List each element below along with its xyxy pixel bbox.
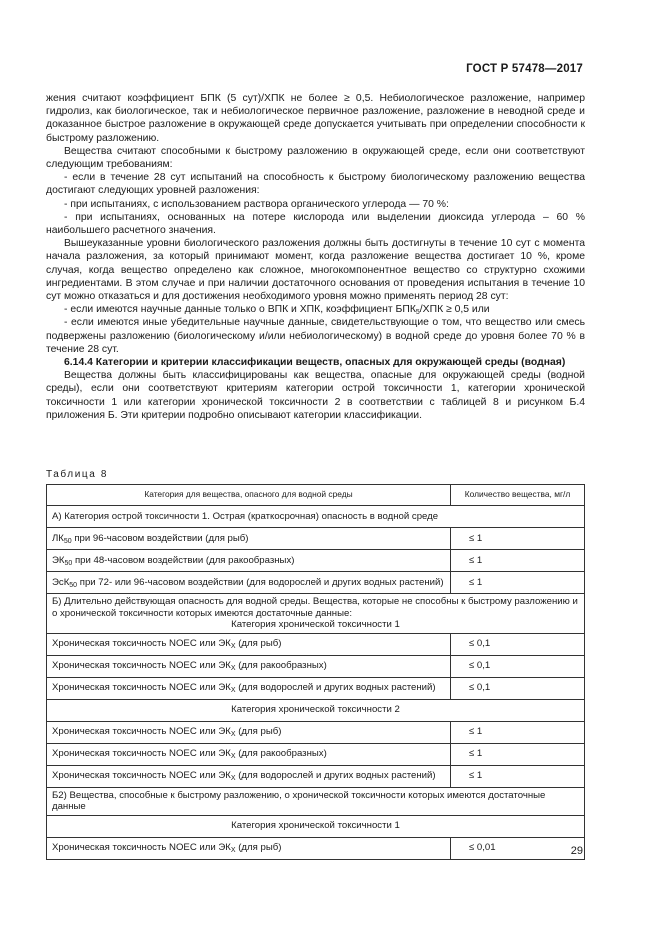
- subscript: X: [230, 643, 236, 651]
- text-run: Хроническая токсичность NOEC или ЭК: [52, 638, 231, 650]
- criterion-cell: [47, 677, 451, 699]
- category-row: [47, 815, 585, 837]
- value-cell: ≤ 1: [451, 743, 585, 765]
- table-row: [47, 837, 585, 859]
- text-run: при 96-часовом воздействии (для рыб): [71, 532, 249, 544]
- caption-word: Таблица: [46, 469, 97, 480]
- caption-number: 8: [100, 469, 107, 480]
- criterion-cell: [47, 572, 451, 594]
- page-number: 29: [570, 845, 583, 857]
- value-cell: ≤ 1: [451, 528, 585, 550]
- subscript: X: [230, 665, 236, 673]
- section-label: [47, 594, 585, 634]
- text-run: Хроническая токсичность NOEC или ЭК: [52, 726, 231, 738]
- text-run: (для рыб): [235, 638, 282, 650]
- paragraph: жения считают коэффициент БПК (5 сут)/ХПК не более ≥ 0,5. Небиологическое разложение, например гидролиз, как биологическое, так и небиологическое первичное разложение, разложение в неводной среде и доказанное быстрое разложение в окружающей среде допускается учитывать при определении способности к быстрому разложению.: [46, 93, 585, 144]
- criterion-cell: [47, 633, 451, 655]
- value-cell: ≤ 0,1: [451, 633, 585, 655]
- criterion-cell: [47, 743, 451, 765]
- section-row: [47, 594, 585, 634]
- category-label: Категория хронической токсичности 1: [231, 619, 400, 630]
- category-label: Категория хронической токсичности 1: [47, 815, 585, 837]
- column-header: Категория для вещества, опасного для водной среды: [47, 485, 451, 506]
- text-run: Хроническая токсичность NOEC или ЭК: [52, 842, 231, 854]
- section-label: А) Категория острой токсичности 1. Острая (краткосрочная) опасность в водной среде: [47, 506, 585, 528]
- table-header-row: [47, 485, 585, 506]
- subscript: 5: [415, 309, 420, 317]
- table-row: [47, 677, 585, 699]
- text-run: при 72- или 96-часовом воздействии (для водорослей и других водных растений): [77, 576, 444, 588]
- table-row: [47, 572, 585, 594]
- value-cell: ≤ 0,01: [451, 837, 585, 859]
- table-row: [47, 765, 585, 787]
- section-label: Б2) Вещества, способные к быстрому разложению, о хронической токсичности которых имеются достаточные данные: [47, 787, 585, 815]
- body-text: [46, 92, 585, 422]
- value-cell: ≤ 1: [451, 721, 585, 743]
- value-cell: ≤ 0,1: [451, 655, 585, 677]
- category-label: Категория хронической токсичности 2: [47, 699, 585, 721]
- text-run: (для рыб): [235, 842, 282, 854]
- text-run: Хроническая токсичность NOEC или ЭК: [52, 770, 231, 782]
- text-run: /ХПК ≥ 0,5 или: [419, 304, 490, 316]
- value-cell: ≤ 1: [451, 765, 585, 787]
- list-item: - если имеются иные убедительные научные данные, свидетельствующие о том, что вещество или смесь подвержены разложению (биологическому и/или небиологическому) в водной среде до уровня более 70 % в течение 28 сут.: [46, 317, 585, 355]
- text-run: - если имеются научные данные только о ВПК и ХПК, коэффициент БПК: [64, 304, 416, 316]
- subscript: X: [230, 847, 236, 855]
- text-run: Хроническая токсичность NOEC или ЭК: [52, 660, 231, 672]
- criterion-cell: [47, 550, 451, 572]
- section-row: [47, 787, 585, 815]
- table-row: [47, 528, 585, 550]
- text-run: Хроническая токсичность NOEC или ЭК: [52, 748, 231, 760]
- paragraph: Вышеуказанные уровни биологического разложения должны быть достигнуты в течение 10 сут с момента начала разложения, за который принимают момент, когда разложение вещества достигает 10 %, кроме случая, когда вещество определено как сложное, многокомпонентное вещество со структурно схожими ингредиентами. В этом случае и при наличии достаточного основания от проведения испытания в течение 10 сут можно отказаться и для достижения необходимого уровня можно применять период 28 сут:: [46, 238, 585, 303]
- text-run: (для водорослей и других водных растений): [235, 682, 436, 694]
- table-row: [47, 550, 585, 572]
- table-row: [47, 743, 585, 765]
- subscript: X: [230, 731, 236, 739]
- text-run: при 48-часовом воздействии (для ракообразных): [72, 554, 295, 566]
- text-run: ЭсК: [52, 576, 70, 588]
- subscript: X: [230, 753, 236, 761]
- value-cell: ≤ 1: [451, 572, 585, 594]
- subscript: 50: [63, 537, 72, 545]
- list-item: [46, 303, 585, 316]
- text-run: (для водорослей и других водных растений): [235, 770, 436, 782]
- text-run: Хроническая токсичность NOEC или ЭК: [52, 682, 231, 694]
- list-item: - при испытаниях, основанных на потере кислорода или выделении диоксида углерода – 60 % наибольшего расчетного значения.: [46, 211, 585, 237]
- category-row: [47, 699, 585, 721]
- value-cell: ≤ 1: [451, 550, 585, 572]
- section-heading: 6.14.4 Категории и критерии классификации веществ, опасных для окружающей среды (водная): [64, 357, 566, 369]
- text-run: (для рыб): [235, 726, 282, 738]
- criterion-cell: [47, 721, 451, 743]
- paragraph: Вещества должны быть классифицированы как вещества, опасные для окружающей среды (водной среды), если они соответствуют критериям категории острой токсичности 1, категории хронической токсичности 1 или категории хронической токсичности 2 в соответствии с таблицей 8 и рисунком Б.4 приложения Б. Эти критерии подробно описывают категории классификации.: [46, 370, 585, 421]
- list-item: - если в течение 28 сут испытаний на способность к быстрому биологическому разложению вещества достигают следующих уровней разложения:: [46, 172, 585, 197]
- section-text: Б) Длительно действующая опасность для водной среды. Вещества, которые не способны к быстрому разложению и о хронической токсичности которых имеются достаточные данные:: [52, 596, 578, 619]
- criterion-cell: [47, 655, 451, 677]
- subscript: 50: [69, 581, 78, 589]
- table-row: [47, 721, 585, 743]
- section-row: [47, 506, 585, 528]
- criterion-cell: [47, 765, 451, 787]
- text-run: ЛК: [52, 532, 64, 544]
- value-cell: ≤ 0,1: [451, 677, 585, 699]
- paragraph: Вещества считают способными к быстрому разложению в окружающей среде, если они соответствуют следующим требованиям:: [46, 145, 585, 171]
- table-row: [47, 655, 585, 677]
- classification-table: [46, 484, 585, 860]
- table-caption: [46, 469, 106, 480]
- text-run: (для ракообразных): [235, 748, 327, 760]
- table-row: [47, 633, 585, 655]
- document-id: ГОСТ Р 57478—2017: [466, 63, 583, 75]
- text-run: (для ракообразных): [235, 660, 327, 672]
- subscript: X: [230, 775, 236, 783]
- criterion-cell: [47, 837, 451, 859]
- subscript: 50: [64, 559, 73, 567]
- text-run: ЭК: [52, 554, 65, 566]
- list-item: - при испытаниях, с использованием раствора органического углерода — 70 %:: [64, 198, 449, 210]
- subscript: X: [230, 687, 236, 695]
- column-header: Количество вещества, мг/л: [451, 485, 585, 506]
- criterion-cell: [47, 528, 451, 550]
